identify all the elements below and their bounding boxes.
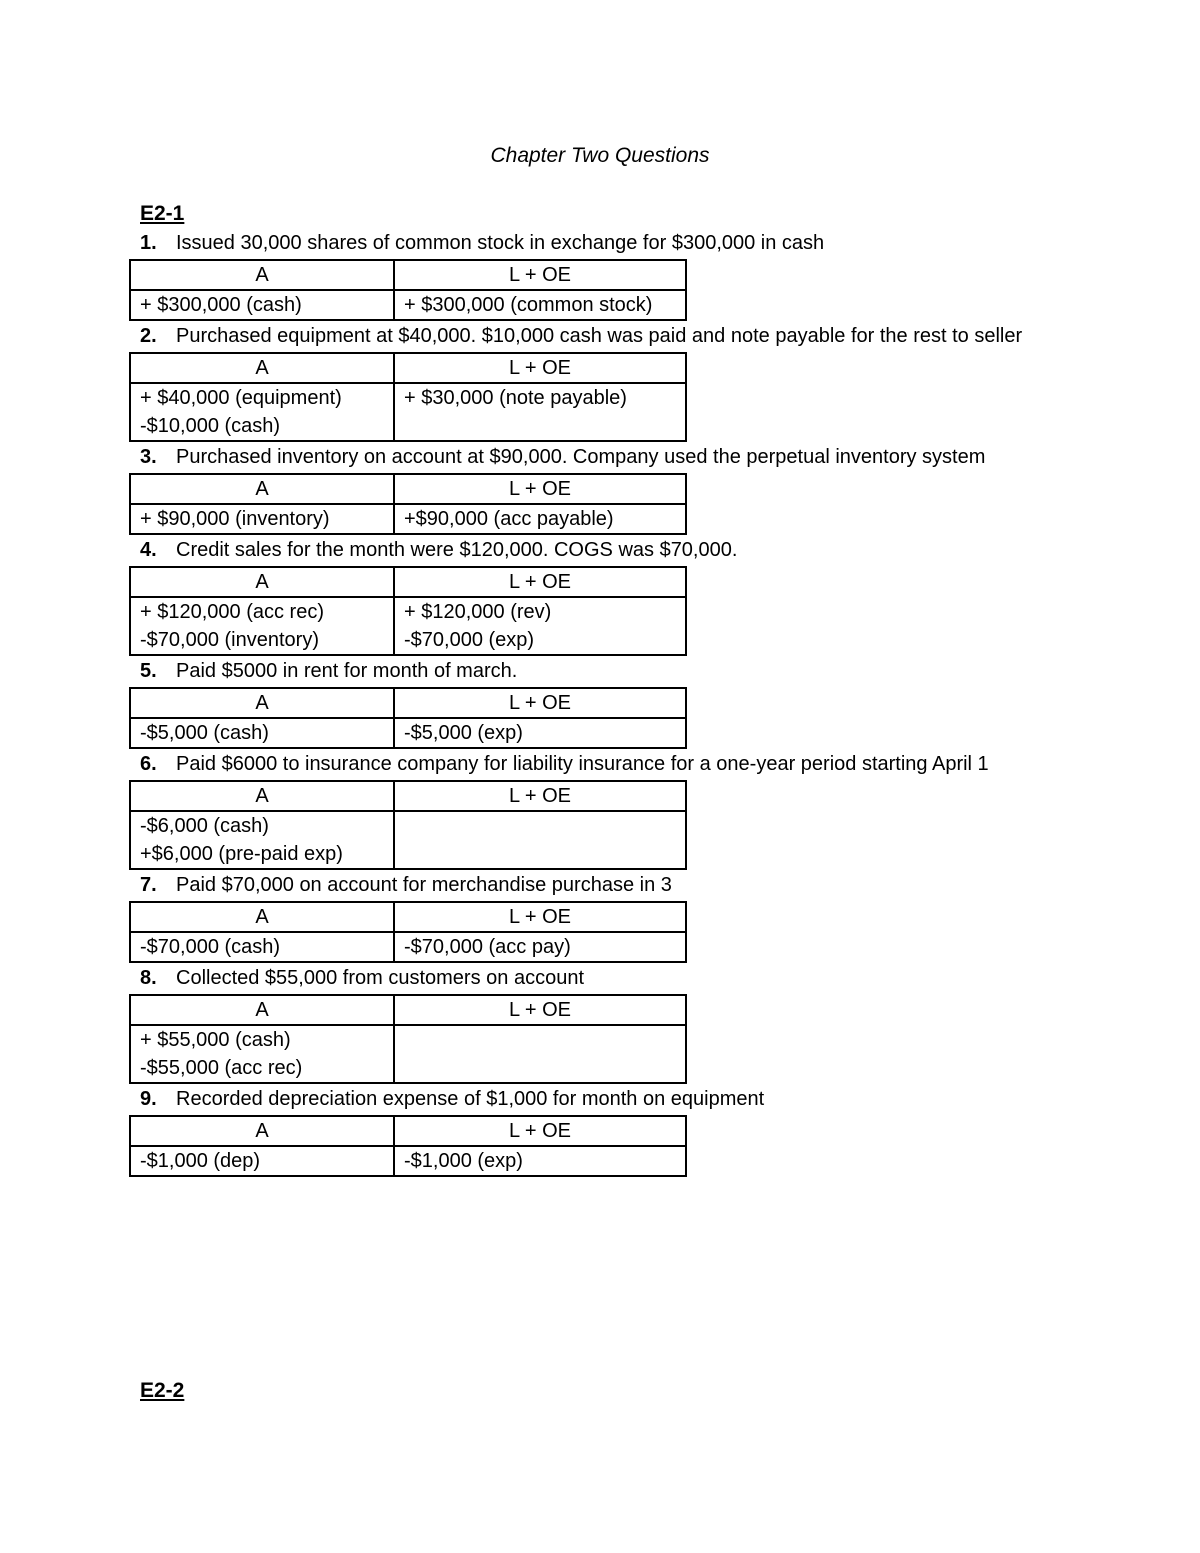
asset-entry: -$70,000 (cash) — [140, 936, 281, 958]
question-line — [128, 750, 1088, 779]
transaction-item — [128, 443, 1088, 535]
question-text: Paid $70,000 on account for merchandise purchase in 3 — [176, 874, 672, 896]
table-row — [130, 718, 686, 748]
table-header-row — [130, 353, 686, 383]
assets-header: A — [130, 781, 394, 811]
liabilities-equity-cell — [394, 504, 686, 534]
assets-cell — [130, 1025, 394, 1083]
assets-cell — [130, 932, 394, 962]
question-text: Paid $6000 to insurance company for liability insurance for a one-year period starting April 1 — [176, 753, 989, 775]
transaction-item — [128, 536, 1088, 656]
transaction-item — [128, 229, 1088, 321]
assets-header: A — [130, 688, 394, 718]
question-line — [128, 657, 1088, 686]
table-header-row — [130, 260, 686, 290]
liabilities-equity-header: L + OE — [394, 902, 686, 932]
question-line — [128, 964, 1088, 993]
question-number: 8. — [140, 967, 157, 989]
transaction-item — [128, 964, 1088, 1084]
liabilities-equity-header: L + OE — [394, 260, 686, 290]
table-row — [130, 504, 686, 534]
transaction-list — [128, 229, 1088, 1178]
accounting-equation-table — [129, 566, 687, 656]
question-number: 5. — [140, 660, 157, 682]
liabilities-equity-header: L + OE — [394, 781, 686, 811]
asset-entry: -$10,000 (cash) — [140, 415, 281, 437]
transaction-item — [128, 750, 1088, 870]
liabilities-equity-header: L + OE — [394, 353, 686, 383]
assets-cell — [130, 504, 394, 534]
asset-entry: +$6,000 (pre-paid exp) — [140, 843, 343, 865]
asset-entry: -$70,000 (inventory) — [140, 629, 319, 651]
liability-equity-entry: + $30,000 (note payable) — [404, 387, 627, 409]
asset-entry: + $90,000 (inventory) — [140, 508, 330, 530]
accounting-equation-table — [129, 1115, 687, 1177]
accounting-equation-table — [129, 352, 687, 442]
liability-equity-entry: +$90,000 (acc payable) — [404, 508, 614, 530]
liabilities-equity-cell — [394, 290, 686, 320]
liabilities-equity-cell — [394, 383, 686, 441]
transaction-item — [128, 657, 1088, 749]
table-header-row — [130, 781, 686, 811]
liability-equity-entry: + $300,000 (common stock) — [404, 294, 653, 316]
question-number: 7. — [140, 874, 157, 896]
asset-entry: -$6,000 (cash) — [140, 815, 269, 837]
table-row — [130, 1146, 686, 1176]
asset-entry: + $300,000 (cash) — [140, 294, 302, 316]
table-header-row — [130, 567, 686, 597]
assets-header: A — [130, 995, 394, 1025]
accounting-equation-table — [129, 259, 687, 321]
table-row — [130, 290, 686, 320]
liabilities-equity-cell — [394, 932, 686, 962]
table-header-row — [130, 688, 686, 718]
assets-header: A — [130, 1116, 394, 1146]
liability-equity-entry: -$70,000 (exp) — [404, 629, 535, 651]
transaction-item — [128, 871, 1088, 963]
table-row — [130, 383, 686, 441]
assets-header: A — [130, 567, 394, 597]
assets-cell — [130, 1146, 394, 1176]
assets-cell — [130, 290, 394, 320]
liability-equity-entry: -$1,000 (exp) — [404, 1150, 523, 1172]
question-line — [128, 871, 1088, 900]
accounting-equation-table — [129, 780, 687, 870]
transaction-item — [128, 322, 1088, 442]
assets-cell — [130, 597, 394, 655]
question-number: 2. — [140, 325, 157, 347]
question-line — [128, 1085, 1088, 1114]
question-text: Issued 30,000 shares of common stock in exchange for $300,000 in cash — [176, 232, 825, 254]
question-line — [128, 322, 1088, 351]
section-label-e2-1: E2-1 — [140, 202, 185, 225]
question-line — [128, 443, 1088, 472]
accounting-equation-table — [129, 994, 687, 1084]
question-number: 4. — [140, 539, 157, 561]
accounting-equation-table — [129, 473, 687, 535]
transaction-item — [128, 1085, 1088, 1177]
table-header-row — [130, 1116, 686, 1146]
liabilities-equity-header: L + OE — [394, 474, 686, 504]
liabilities-equity-header: L + OE — [394, 995, 686, 1025]
question-line — [128, 536, 1088, 565]
question-number: 1. — [140, 232, 157, 254]
table-header-row — [130, 902, 686, 932]
asset-entry: -$55,000 (acc rec) — [140, 1057, 303, 1079]
assets-cell — [130, 718, 394, 748]
liability-equity-entry: -$70,000 (acc pay) — [404, 936, 571, 958]
liabilities-equity-header: L + OE — [394, 1116, 686, 1146]
asset-entry: + $55,000 (cash) — [140, 1029, 291, 1051]
question-text: Paid $5000 in rent for month of march. — [176, 660, 518, 682]
assets-header: A — [130, 902, 394, 932]
question-number: 6. — [140, 753, 157, 775]
section-label-e2-2: E2-2 — [140, 1379, 185, 1402]
table-row — [130, 932, 686, 962]
table-row — [130, 811, 686, 869]
question-text: Recorded depreciation expense of $1,000 for month on equipment — [176, 1088, 765, 1110]
asset-entry: + $40,000 (equipment) — [140, 387, 342, 409]
accounting-equation-table — [129, 687, 687, 749]
asset-entry: + $120,000 (acc rec) — [140, 601, 324, 623]
table-header-row — [130, 995, 686, 1025]
accounting-equation-table — [129, 901, 687, 963]
liabilities-equity-cell — [394, 1025, 686, 1083]
assets-cell — [130, 383, 394, 441]
assets-header: A — [130, 474, 394, 504]
assets-cell — [130, 811, 394, 869]
asset-entry: -$5,000 (cash) — [140, 722, 269, 744]
question-text: Credit sales for the month were $120,000. COGS was $70,000. — [176, 539, 738, 561]
assets-header: A — [130, 260, 394, 290]
liabilities-equity-header: L + OE — [394, 688, 686, 718]
question-text: Purchased inventory on account at $90,000. Company used the perpetual inventory system — [176, 446, 986, 468]
liabilities-equity-cell — [394, 718, 686, 748]
asset-entry: -$1,000 (dep) — [140, 1150, 261, 1172]
question-number: 9. — [140, 1088, 157, 1110]
liabilities-equity-cell — [394, 597, 686, 655]
table-row — [130, 597, 686, 655]
question-line — [128, 229, 1088, 258]
liabilities-equity-cell — [394, 1146, 686, 1176]
assets-header: A — [130, 353, 394, 383]
liabilities-equity-header: L + OE — [394, 567, 686, 597]
liability-equity-entry: + $120,000 (rev) — [404, 601, 552, 623]
liabilities-equity-cell — [394, 811, 686, 869]
document-title: Chapter Two Questions — [490, 144, 710, 167]
question-number: 3. — [140, 446, 157, 468]
table-header-row — [130, 474, 686, 504]
question-text: Collected $55,000 from customers on account — [176, 967, 584, 989]
liability-equity-entry: -$5,000 (exp) — [404, 722, 523, 744]
table-row — [130, 1025, 686, 1083]
question-text: Purchased equipment at $40,000. $10,000 cash was paid and note payable for the rest to seller — [176, 325, 1023, 347]
